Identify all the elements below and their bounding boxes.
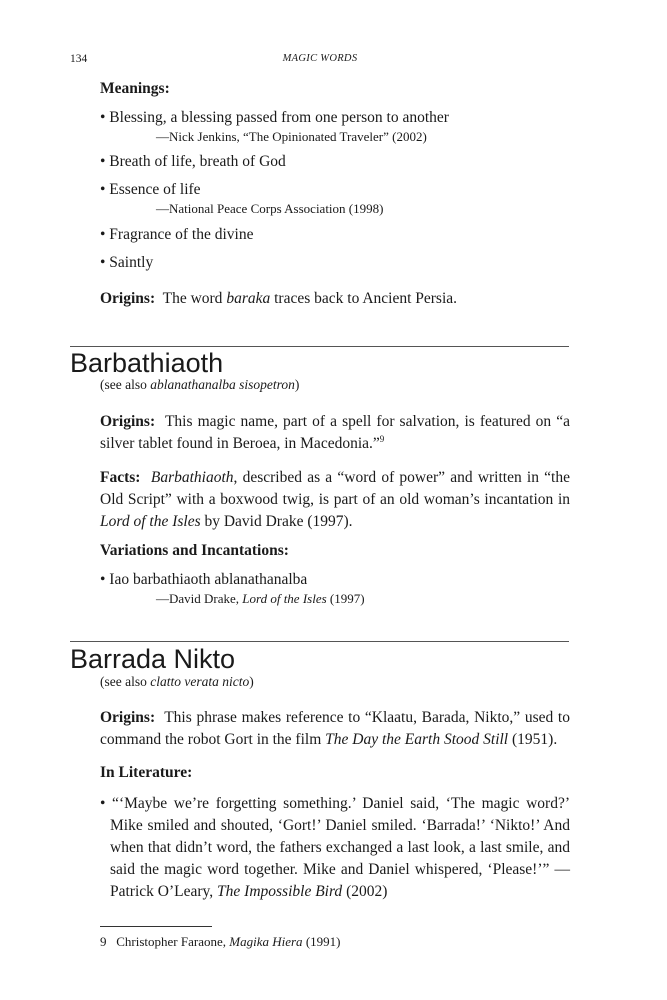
literature-quote — [100, 793, 570, 903]
origins-label: Origins: — [100, 709, 156, 726]
citation-author: —David Drake, — [156, 591, 240, 606]
meaning-citation: —National Peace Corps Association (1998) — [156, 201, 384, 216]
origins-label: Origins: — [100, 290, 156, 307]
origins-year: (1951). — [512, 731, 558, 748]
variation-citation — [156, 590, 576, 607]
facts-text: by David Drake (1997). — [204, 513, 353, 530]
literature-heading: In Literature: — [100, 764, 193, 781]
facts-word: Barbathiaoth — [150, 469, 234, 486]
citation-book: Lord of the Isles — [242, 591, 327, 606]
footnote-year: (1991) — [305, 934, 341, 949]
quote-book: The Impossible Bird — [217, 883, 343, 900]
barbathiaoth-facts — [100, 467, 570, 533]
barbathiaoth-origins — [100, 411, 570, 455]
facts-label: Facts: — [100, 469, 141, 486]
see-also-prefix: (see also — [100, 377, 147, 392]
meanings-heading: Meanings: — [100, 80, 170, 97]
origins-text: This magic name, part of a spell for salvation, is featured on “a silver tablet found in Beroea, in Macedonia.” — [100, 413, 570, 452]
barrada-origins — [100, 707, 570, 751]
meaning-item: • Breath of life, breath of God — [100, 153, 286, 170]
running-head — [70, 53, 570, 69]
see-also-reference: clatto verata nicto — [150, 674, 250, 689]
entry-title-barbathiaoth: Barbathiaoth — [70, 348, 224, 378]
entry-title-barrada-nikto: Barrada Nikto — [70, 644, 236, 674]
see-also-reference: ablanathanalba sisopetron — [150, 377, 295, 392]
meaning-item: • Saintly — [100, 254, 154, 271]
variations-heading: Variations and Incantations: — [100, 542, 289, 559]
footnote — [100, 933, 340, 950]
see-also — [100, 376, 299, 394]
entry-divider — [70, 641, 569, 642]
footnote-divider — [100, 926, 212, 927]
quote-text: • “‘Maybe we’re forgetting something.’ Daniel said, ‘The magic word?’ Mike smiled and shouted, ‘Gort!’ Daniel smiled. ‘Barrada!’ ‘Nikto!’ And when that didn’t word, the fathers exchanged a last look, a last smile, and said the magic word together. Mike and Daniel whispered, ‘Please!’” — Patrick O’Leary, — [100, 795, 570, 900]
page-number: 134 — [70, 53, 88, 65]
meaning-citation: —Nick Jenkins, “The Opinionated Traveler” (2002) — [156, 129, 427, 144]
citation-year: (1997) — [329, 591, 365, 606]
origins-film: The Day the Earth Stood Still — [325, 731, 509, 748]
see-also-suffix: ) — [249, 674, 254, 689]
variation-item: • Iao barbathiaoth ablanathanalba — [100, 571, 308, 588]
quote-year: (2002) — [346, 883, 388, 900]
footnote-number: 9 — [100, 934, 107, 949]
origins-text: This phrase makes reference to “Klaatu, Barada, Nikto,” used to command the robot Gort in the film — [100, 709, 570, 748]
facts-book: Lord of the Isles — [100, 513, 201, 530]
see-also-suffix: ) — [294, 377, 300, 392]
facts-text: , described as a “word of power” and written in “the Old Script” with a boxwood twig, is part of an old woman’s incantation in — [100, 469, 570, 508]
meaning-item: • Essence of life — [100, 181, 201, 198]
meaning-item: • Blessing, a blessing passed from one person to another — [100, 109, 449, 126]
entry-divider — [70, 346, 569, 347]
origins-text: The word — [162, 290, 223, 307]
meaning-item: • Fragrance of the divine — [100, 226, 254, 243]
origins-word: baraka — [226, 290, 271, 307]
origins-text: traces back to Ancient Persia. — [274, 290, 458, 307]
see-also-prefix: (see also — [100, 674, 147, 689]
see-also — [100, 673, 254, 691]
footnote-ref: 9 — [379, 433, 385, 444]
footnote-author: Christopher Faraone, — [116, 934, 227, 949]
running-title: MAGIC WORDS — [282, 53, 358, 64]
footnote-book: Magika Hiera — [229, 934, 303, 949]
baraka-origins — [100, 288, 570, 310]
origins-label: Origins: — [100, 413, 156, 430]
